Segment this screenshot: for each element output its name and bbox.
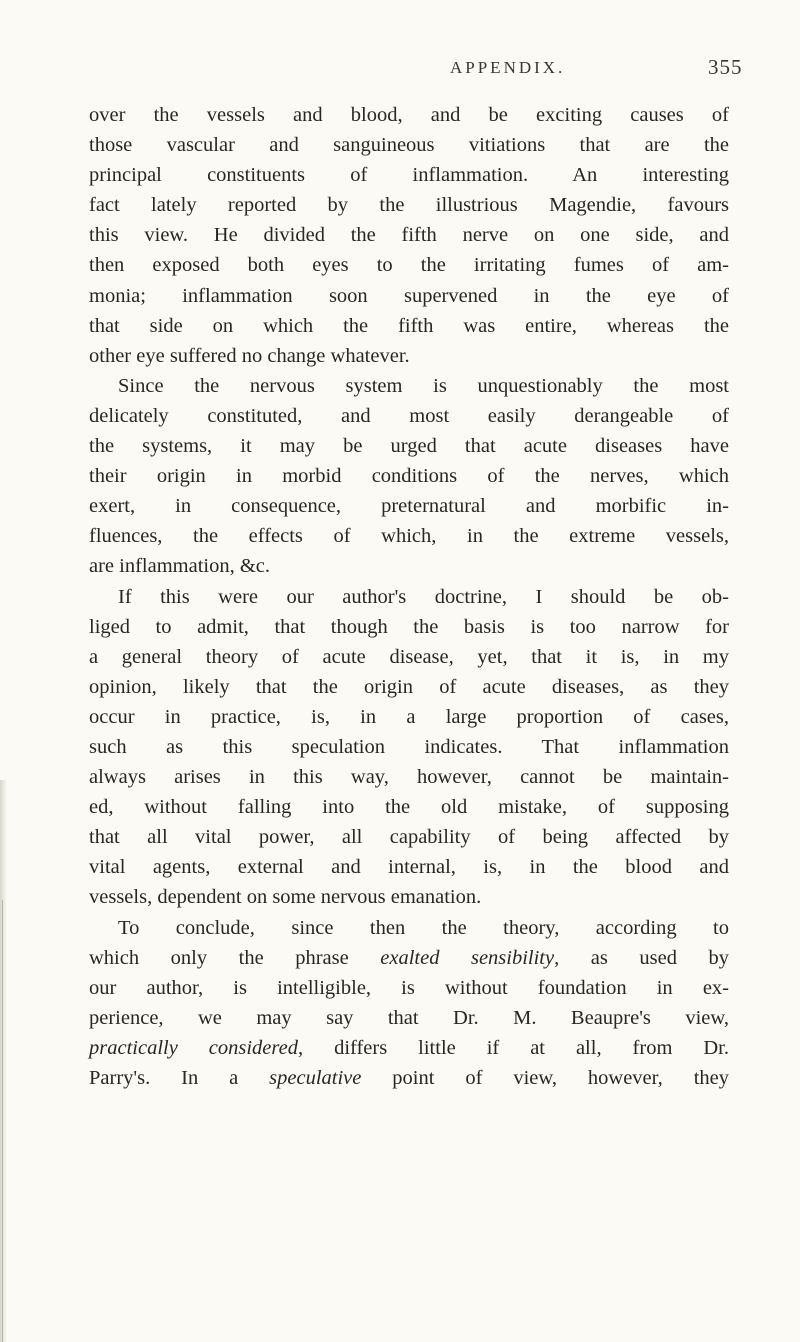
text-line-6: then exposed both eyes to the irritating fumes of am-	[89, 254, 729, 277]
text-line-21: occur in practice, is, in a large proportion of cases,	[89, 705, 729, 728]
text-line-25: that all vital power, all capability of being affected by	[89, 826, 729, 849]
text-line-18: liged to admit, that though the basis is too narrow for	[89, 615, 729, 638]
text-line-32	[89, 1033, 729, 1063]
text-fragment: , as used by	[554, 946, 729, 969]
running-title: APPENDIX.	[450, 58, 566, 77]
text-fragment: which only the phrase	[89, 946, 381, 969]
italic-phrase: exalted sensibility	[380, 946, 555, 969]
text-line-10: Since the nervous system is unquestionably the most	[118, 374, 729, 397]
text-line-24: ed, without falling into the old mistake, of supposing	[89, 796, 729, 819]
text-line-14: exert, in consequence, preternatural and morbific in-	[89, 495, 729, 518]
text-line-30: our author, is intelligible, is without foundation in ex-	[89, 976, 729, 999]
text-line-5: this view. He divided the fifth nerve on one side, and	[89, 224, 729, 247]
text-line-20: opinion, likely that the origin of acute diseases, as they	[89, 675, 729, 698]
text-fragment: , differs little if at all, from Dr.	[297, 1036, 729, 1059]
text-line-16: are inflammation, &c.	[89, 555, 271, 578]
text-line-27: vessels, dependent on some nervous emanation.	[89, 886, 482, 909]
text-line-15: fluences, the effects of which, in the extreme vessels,	[89, 525, 729, 548]
running-head	[0, 55, 800, 88]
binding-edge-rule	[2, 900, 3, 1342]
text-line-17: If this were our author's doctrine, I should be ob-	[118, 585, 729, 608]
text-line-33	[89, 1063, 729, 1093]
text-line-22: such as this speculation indicates. That inflammation	[89, 735, 729, 758]
text-line-7: monia; inflammation soon supervened in the eye of	[89, 284, 729, 307]
text-line-28: To conclude, since then the theory, according to	[118, 916, 729, 939]
text-line-19: a general theory of acute disease, yet, that it is, in my	[89, 645, 729, 668]
text-fragment: Parry's. In a	[89, 1067, 270, 1089]
text-fragment: point of view, however, they	[361, 1067, 729, 1089]
italic-phrase: practically considered	[89, 1036, 298, 1059]
text-line-31: perience, we may say that Dr. M. Beaupre's view,	[89, 1006, 729, 1029]
text-line-3: principal constituents of inflammation. An interesting	[89, 164, 729, 187]
text-line-29	[89, 943, 729, 973]
text-line-2: those vascular and sanguineous vitiations that are the	[89, 134, 729, 157]
text-line-8: that side on which the fifth was entire, whereas the	[89, 314, 729, 337]
text-line-11: delicately constituted, and most easily derangeable of	[89, 404, 729, 427]
body-text	[89, 100, 729, 1093]
text-line-26: vital agents, external and internal, is, in the blood and	[89, 856, 729, 879]
italic-phrase: speculative	[269, 1067, 362, 1089]
text-line-4: fact lately reported by the illustrious Magendie, favours	[89, 194, 729, 217]
text-line-12: the systems, it may be urged that acute diseases have	[89, 435, 729, 458]
text-line-13: their origin in morbid conditions of the nerves, which	[89, 465, 729, 488]
text-line-9: other eye suffered no change whatever.	[89, 344, 410, 367]
text-line-23: always arises in this way, however, cannot be maintain-	[89, 766, 729, 789]
text-line-1: over the vessels and blood, and be exciting causes of	[89, 104, 729, 126]
page-number: 355	[708, 55, 743, 79]
